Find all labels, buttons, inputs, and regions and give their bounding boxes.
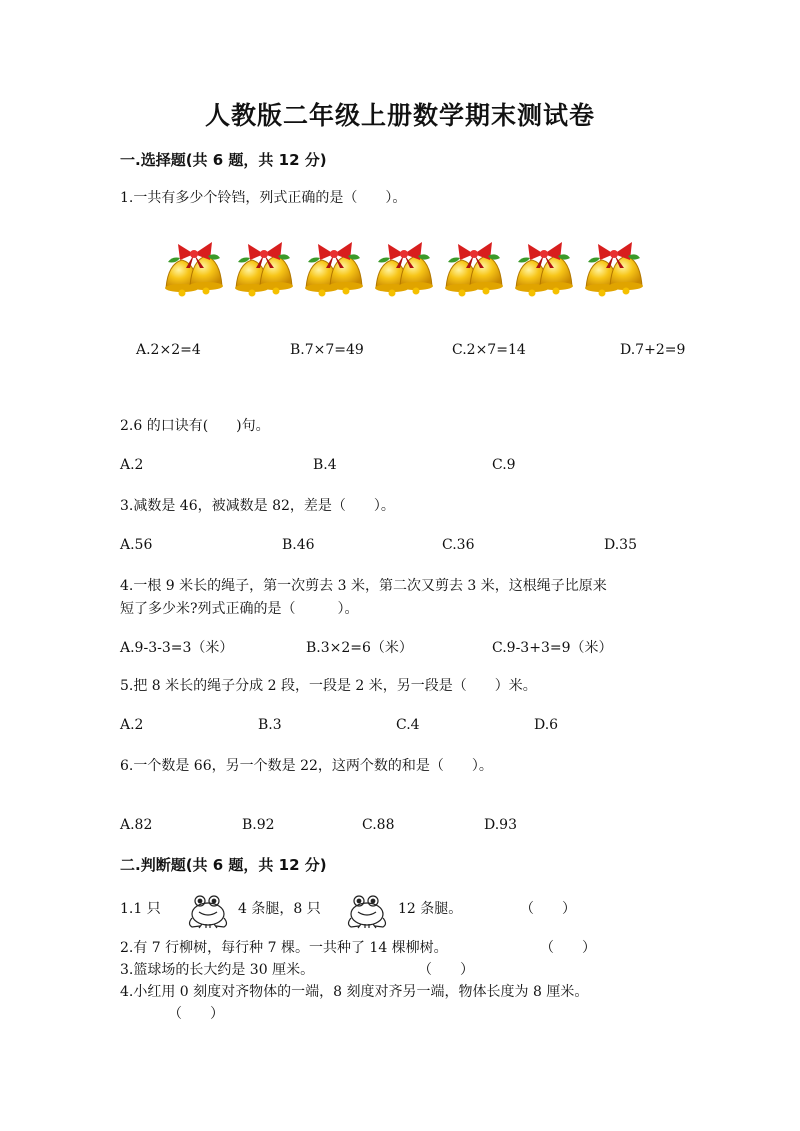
bell-icon: [370, 238, 436, 302]
q1-option-d: D.7+2=9: [620, 342, 686, 358]
question-4-line-1: 4.一根 9 米长的绳子，第一次剪去 3 米，第二次又剪去 3 米，这根绳子比原来: [120, 578, 607, 594]
q5-option-c: C.4: [396, 717, 420, 733]
bells-image: [160, 238, 650, 302]
judge-1-part-3: 12 条腿。: [398, 901, 463, 917]
question-3: 3.减数是 46，被减数是 82，差是（ ）。: [120, 498, 395, 514]
judge-4-answer-paren: （ ）: [168, 1006, 224, 1022]
q2-option-b: B.4: [313, 457, 337, 473]
judge-2-answer-paren: （ ）: [540, 940, 596, 956]
q6-option-d: D.93: [484, 817, 517, 833]
q4-option-a: A.9-3-3=3（米）: [120, 640, 234, 656]
bell-icon: [300, 238, 366, 302]
bell-icon: [230, 238, 296, 302]
question-6: 6.一个数是 66，另一个数是 22，这两个数的和是（ ）。: [120, 758, 493, 774]
judge-1-answer-paren: （ ）: [520, 901, 576, 917]
bell-icon: [160, 238, 226, 302]
bell-icon: [510, 238, 576, 302]
q6-option-c: C.88: [362, 817, 395, 833]
frog-icon: [343, 890, 391, 930]
question-4-line-2: 短了多少米?列式正确的是（ ）。: [120, 601, 359, 617]
judge-1-part-2: 4 条腿，8 只: [238, 901, 321, 917]
q6-option-a: A.82: [120, 817, 153, 833]
question-5: 5.把 8 米长的绳子分成 2 段，一段是 2 米，另一段是（ ）米。: [120, 678, 537, 694]
q3-option-c: C.36: [442, 537, 475, 553]
question-2: 2.6 的口诀有( )句。: [120, 418, 270, 434]
frog-icon: [184, 890, 232, 930]
bell-icon: [580, 238, 646, 302]
judge-3: 3.篮球场的长大约是 30 厘米。: [120, 962, 315, 978]
judge-1-part-1: 1.1 只: [120, 901, 161, 917]
q3-option-d: D.35: [604, 537, 637, 553]
q4-option-b: B.3×2=6（米）: [306, 640, 413, 656]
q6-option-b: B.92: [242, 817, 275, 833]
q1-option-a: A.2×2=4: [136, 342, 201, 358]
question-1: 1.一共有多少个铃铛，列式正确的是（ ）。: [120, 190, 407, 206]
q5-option-a: A.2: [120, 717, 144, 733]
judge-2: 2.有 7 行柳树，每行种 7 棵。一共种了 14 棵柳树。: [120, 940, 448, 956]
bell-icon: [440, 238, 506, 302]
section-heading-judgement: 二.判断题(共 6 题，共 12 分): [120, 856, 327, 874]
q2-option-a: A.2: [120, 457, 144, 473]
q2-option-c: C.9: [492, 457, 516, 473]
q1-option-b: B.7×7=49: [290, 342, 364, 358]
judge-4: 4.小红用 0 刻度对齐物体的一端，8 刻度对齐另一端，物体长度为 8 厘米。: [120, 984, 589, 1000]
q3-option-a: A.56: [120, 537, 153, 553]
q5-option-d: D.6: [534, 717, 559, 733]
section-heading-choice: 一.选择题(共 6 题，共 12 分): [120, 151, 327, 169]
page-title: 人教版二年级上册数学期末测试卷: [204, 101, 595, 130]
q3-option-b: B.46: [282, 537, 315, 553]
judge-3-answer-paren: （ ）: [418, 962, 474, 978]
q4-option-c: C.9-3+3=9（米）: [492, 640, 613, 656]
q1-option-c: C.2×7=14: [452, 342, 526, 358]
q5-option-b: B.3: [258, 717, 282, 733]
